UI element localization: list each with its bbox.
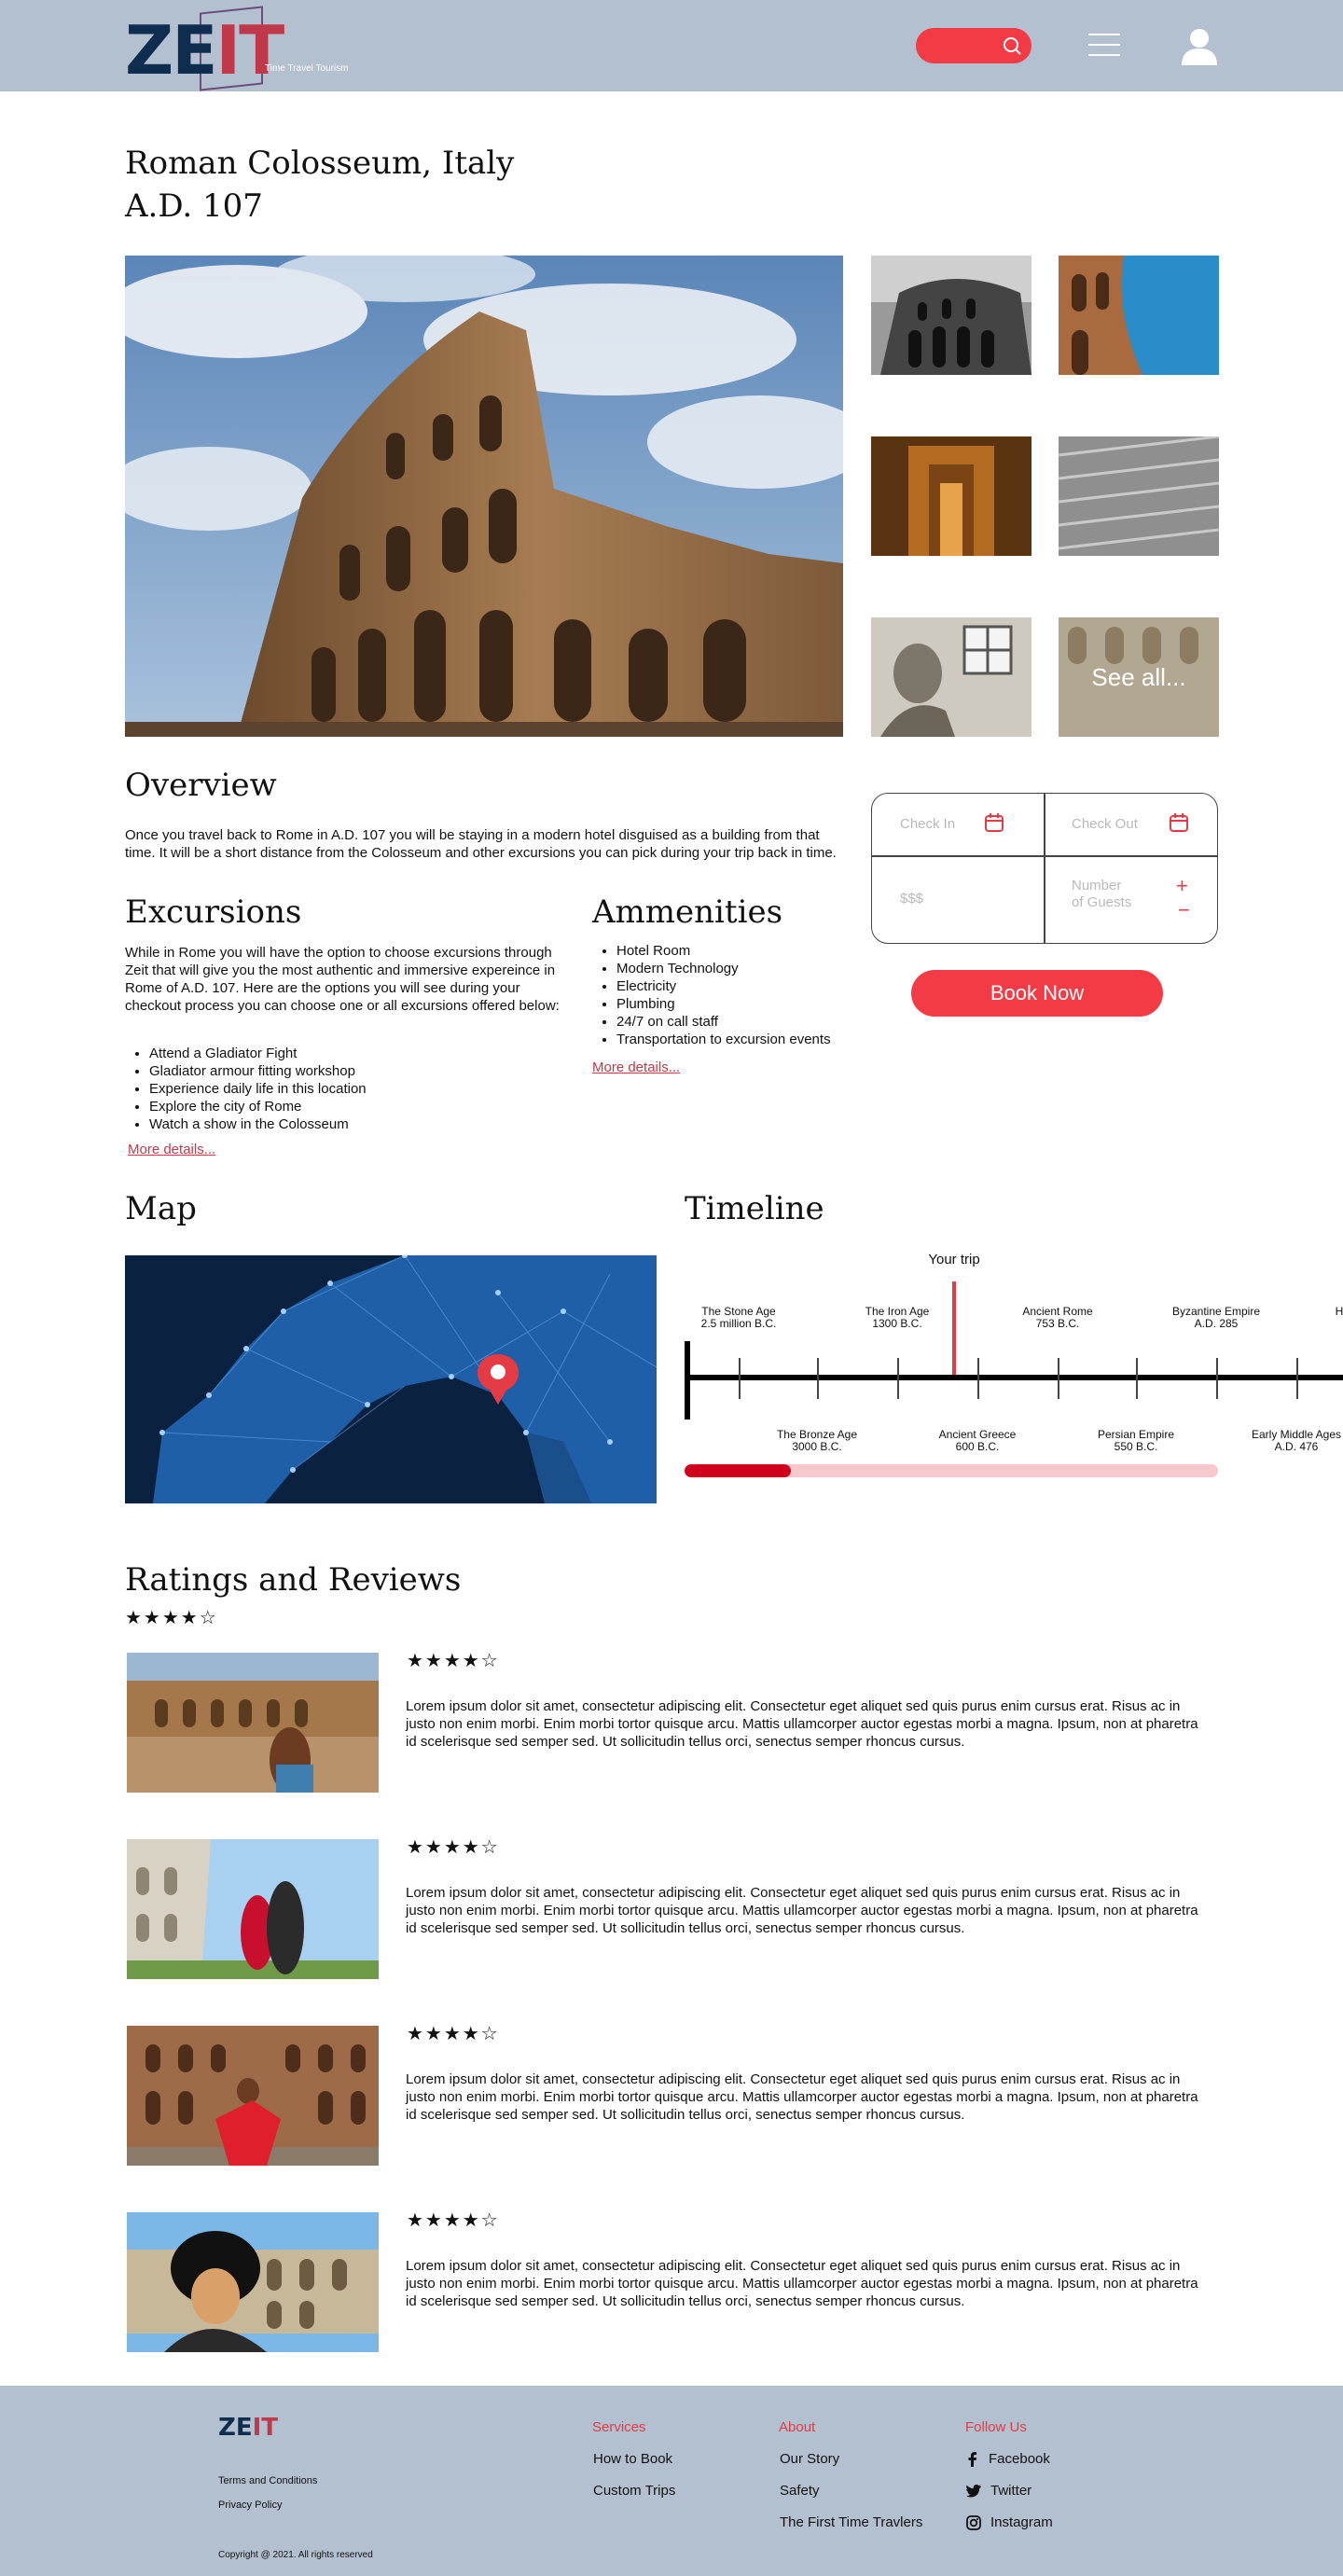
gallery-thumb-5[interactable] — [871, 617, 1031, 737]
see-all-label: See all... — [1091, 662, 1186, 691]
footer-link-instagram[interactable]: Instagram — [966, 2514, 1053, 2530]
page-title-line1: Roman Colosseum, Italy — [125, 145, 515, 182]
your-trip-label: Your trip — [928, 1252, 980, 1267]
list-item: • Electricity — [616, 977, 831, 995]
gallery-see-all[interactable] — [1059, 617, 1219, 737]
amenities-heading: Ammenities — [592, 893, 783, 931]
page-title — [125, 142, 514, 228]
guests-decrement-button[interactable]: − — [1178, 898, 1190, 921]
timeline-era-bottom[interactable]: Persian Empire 550 B.C. — [1097, 1428, 1175, 1453]
gallery-thumb-4[interactable] — [1059, 436, 1219, 556]
timeline-era-bottom[interactable]: Early Middle Ages A.D. 476 — [1251, 1428, 1342, 1453]
list-item: • Watch a show in the Colosseum — [149, 1115, 367, 1133]
calendar-icon[interactable] — [984, 812, 1004, 833]
footer-link-custom-trips[interactable]: Custom Trips — [593, 2483, 676, 2499]
timeline-era-top[interactable]: The Iron Age 1300 B.C. — [865, 1305, 930, 1330]
privacy-link[interactable]: Privacy Policy — [218, 2500, 283, 2511]
review-text: Lorem ipsum dolor sit amet, consectetur adipiscing elit. Consectetur eget aliquet sed quis purus enim cursus erat. Risus ac in justo non enim morbi. Enim morbi tortor quisque arcu. Mattis ullamcorper auctor egestas morbi a magna. Ipsum, non at pharetra id scelerisque sed semper sed. Ut sollicitudin tellus orci, senectus semper rhoncus cursus. — [406, 2258, 1198, 2309]
timeline-tick — [897, 1358, 899, 1399]
list-item: • Plumbing — [616, 995, 831, 1013]
review-photo-2[interactable] — [127, 1839, 379, 1979]
timeline-tick — [1296, 1358, 1298, 1399]
gallery-thumb-1[interactable] — [871, 256, 1031, 375]
menu-icon[interactable] — [1088, 34, 1120, 56]
map-heading: Map — [125, 1190, 197, 1227]
guests-field[interactable]: Number of Guests — [1072, 878, 1132, 910]
list-item: • Explore the city of Rome — [149, 1098, 367, 1115]
footer-link-safety[interactable]: Safety — [780, 2483, 820, 2499]
timeline-era-bottom[interactable]: Ancient Greece 600 B.C. — [938, 1428, 1017, 1453]
site-footer — [0, 2386, 1343, 2576]
timeline-era-top[interactable]: Ancient Rome 753 B.C. — [1022, 1305, 1093, 1330]
overview-heading: Overview — [125, 767, 277, 804]
list-item: • Transportation to excursion events — [616, 1031, 831, 1048]
footer-link-twitter[interactable]: Twitter — [966, 2483, 1031, 2499]
overview-text: Once you travel back to Rome in A.D. 107 you will be staying in a modern hotel disguised as a building from that time. It will be a short distance from the Colosseum and other excursions you can pick during your trip back in time. — [125, 827, 837, 861]
footer-logo[interactable]: ZEIT — [218, 2414, 279, 2442]
timeline-era-top[interactable]: The Stone Age 2.5 million B.C. — [700, 1305, 777, 1330]
terms-link[interactable]: Terms and Conditions — [218, 2475, 318, 2486]
timeline-heading: Timeline — [685, 1190, 824, 1227]
review-stars: ★★★★☆ — [407, 1649, 500, 1671]
search-icon — [1002, 35, 1022, 56]
check-out-field[interactable]: Check Out — [1072, 816, 1138, 832]
review-photo-1[interactable] — [127, 1653, 379, 1793]
footer-about-heading: About — [779, 2419, 816, 2435]
gallery-thumb-3[interactable] — [871, 436, 1031, 556]
review-text: Lorem ipsum dolor sit amet, consectetur adipiscing elit. Consectetur eget aliquet sed quis purus enim cursus erat. Risus ac in justo non enim morbi. Enim morbi tortor quisque arcu. Mattis ullamcorper auctor egestas morbi a magna. Ipsum, non at pharetra id scelerisque sed semper sed. Ut sollicitudin tellus orci, senectus semper rhoncus cursus. — [406, 2071, 1198, 2123]
review-stars: ★★★★☆ — [407, 1835, 500, 1858]
instagram-icon — [966, 2515, 981, 2530]
amenities-list — [592, 942, 831, 1048]
page-title-line2: A.D. 107 — [125, 187, 263, 225]
gallery-thumb-2[interactable] — [1059, 256, 1219, 375]
site-header — [0, 0, 1343, 91]
timeline-scrollbar-thumb[interactable] — [685, 1464, 791, 1477]
hero-image-colosseum[interactable] — [125, 256, 843, 737]
user-icon[interactable] — [1180, 28, 1219, 65]
footer-services-heading: Services — [592, 2419, 646, 2435]
check-in-field[interactable]: Check In — [900, 816, 956, 832]
list-item: • Experience daily life in this location — [149, 1080, 367, 1098]
logo-wordmark: ZEIT — [125, 11, 284, 90]
footer-link-facebook[interactable]: Facebook — [966, 2451, 1050, 2467]
timeline-axis — [685, 1375, 1343, 1380]
review-stars: ★★★★☆ — [407, 2209, 500, 2231]
timeline-scrollbar[interactable] — [685, 1464, 1218, 1477]
timeline-era-top[interactable]: Byzantine Empire A.D. 285 — [1171, 1305, 1261, 1330]
review-text: Lorem ipsum dolor sit amet, consectetur adipiscing elit. Consectetur eget aliquet sed quis purus enim cursus erat. Risus ac in justo non enim morbi. Enim morbi tortor quisque arcu. Mattis ullamcorper auctor egestas morbi a magna. Ipsum, non at pharetra id scelerisque sed semper sed. Ut sollicitudin tellus orci, senectus semper rhoncus cursus. — [406, 1885, 1198, 1936]
map-view[interactable] — [125, 1255, 657, 1503]
timeline-era-top[interactable]: H — [1335, 1305, 1343, 1318]
footer-follow-heading: Follow Us — [965, 2419, 1027, 2435]
list-item: • Gladiator armour fitting workshop — [149, 1062, 367, 1080]
review-stars: ★★★★☆ — [407, 2022, 500, 2044]
overall-rating-stars: ★★★★☆ — [125, 1606, 218, 1628]
timeline-era-bottom[interactable]: The Bronze Age 3000 B.C. — [776, 1428, 858, 1453]
calendar-icon[interactable] — [1169, 812, 1189, 833]
twitter-icon — [966, 2485, 981, 2498]
footer-link-how-to-book[interactable]: How to Book — [593, 2451, 673, 2467]
excursions-text: While in Rome you will have the option to choose excursions through Zeit that will give you the most authentic and immersive expereince in Rome of A.D. 107. Here are the options you will see during your checkout process you can choose one or all excursions offered below: — [125, 945, 560, 1014]
review-photo-3[interactable] — [127, 2026, 379, 2166]
logo[interactable] — [125, 9, 349, 90]
book-now-button[interactable]: Book Now — [911, 970, 1163, 1017]
amenities-more-link[interactable]: More details... — [592, 1059, 681, 1075]
timeline-start-bar — [685, 1341, 690, 1420]
list-item: • Modern Technology — [616, 960, 831, 977]
list-item: • 24/7 on call staff — [616, 1013, 831, 1031]
footer-link-our-story[interactable]: Our Story — [780, 2451, 840, 2467]
guests-increment-button[interactable]: + — [1176, 874, 1188, 897]
list-item: • Hotel Room — [616, 942, 831, 960]
booking-form — [871, 793, 1218, 944]
timeline-tick — [1136, 1358, 1138, 1399]
review-photo-4[interactable] — [127, 2212, 379, 2352]
timeline-tick — [1058, 1358, 1059, 1399]
footer-link-first-time-travlers[interactable]: The First Time Travlers — [780, 2514, 923, 2530]
logo-tagline: Time Travel Tourism — [265, 63, 349, 74]
ratings-heading: Ratings and Reviews — [125, 1561, 462, 1599]
timeline-tick — [739, 1358, 741, 1399]
list-item: • Attend a Gladiator Fight — [149, 1045, 367, 1062]
timeline-tick — [1216, 1358, 1218, 1399]
copyright: Copyright @ 2021. All rights reserved — [218, 2550, 373, 2560]
search-button[interactable] — [916, 28, 1031, 63]
timeline-tick — [817, 1358, 819, 1399]
your-trip-marker — [952, 1281, 956, 1378]
review-text: Lorem ipsum dolor sit amet, consectetur adipiscing elit. Consectetur eget aliquet sed quis purus enim cursus erat. Risus ac in justo non enim morbi. Enim morbi tortor quisque arcu. Mattis ullamcorper auctor egestas morbi a magna. Ipsum, non at pharetra id scelerisque sed semper sed. Ut sollicitudin tellus orci, senectus semper rhoncus cursus. — [406, 1698, 1198, 1750]
facebook-icon — [966, 2452, 979, 2467]
timeline-tick — [977, 1358, 979, 1399]
excursions-list — [125, 1045, 367, 1133]
excursions-more-link[interactable]: More details... — [128, 1142, 216, 1157]
price-field[interactable]: $$$ — [900, 891, 924, 907]
excursions-heading: Excursions — [125, 893, 302, 931]
